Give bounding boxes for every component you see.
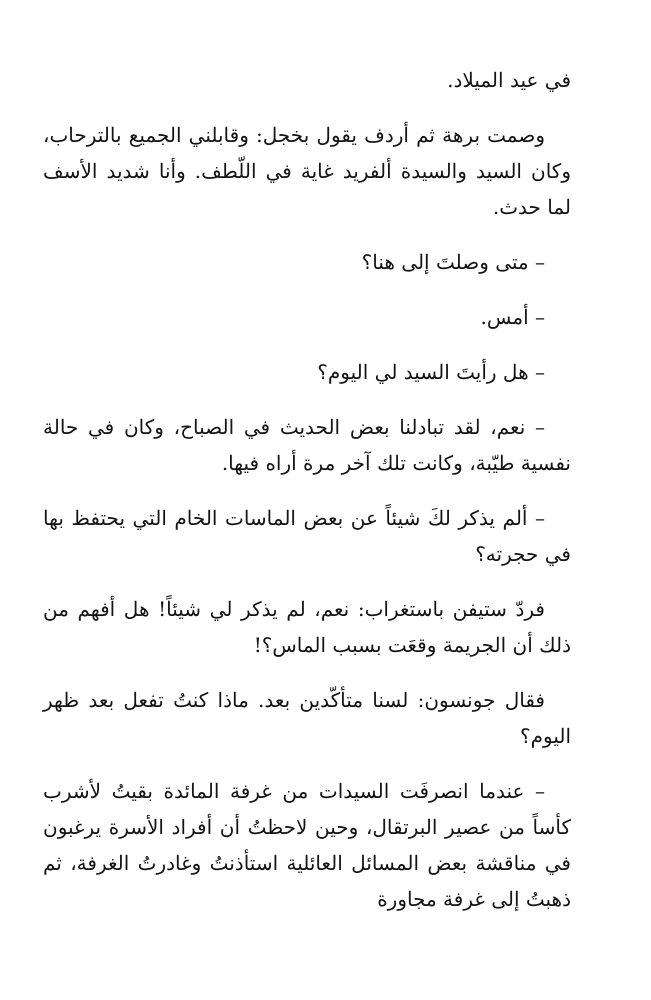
paragraph: وصمت برهة ثم أردف يقول بخجل: وقابلني الجميع بالترحاب، وكان السيد والسيدة ألفريد غاية في اللّطف. وأنا شديد الأسف لما حدث.: [43, 123, 571, 219]
dialogue-line: – أمس.: [480, 305, 545, 329]
dialogue-line: – عندما انصرفَت السيدات من غرفة المائدة بقيتُ لأشرب كأساً من عصير البرتقال، وحين لاحظتُ أن أفراد الأسرة يرغبون في مناقشة بعض المسائل العائلية استأذنتُ وغادرتُ الغرفة، ثم ذهبتُ إلى غرفة مجاورة: [43, 779, 571, 911]
dialogue-line: – ألم يذكر لكَ شيئاً عن بعض الماسات الخام التي يحتفظ بها في حجرته؟: [43, 506, 571, 566]
paragraph: في عيد الميلاد.: [447, 68, 571, 92]
book-page: [43, 62, 571, 936]
dialogue-line: – نعم، لقد تبادلنا بعض الحديث في الصباح، وكان في حالة نفسية طيّبة، وكانت تلك آخر مرة أراه فيها.: [43, 415, 571, 475]
dialogue-line: – هل رأيتَ السيد لي اليوم؟: [317, 360, 545, 384]
dialogue-line: – متى وصلتَ إلى هنا؟: [361, 250, 545, 274]
paragraph: فردّ ستيفن باستغراب: نعم، لم يذكر لي شيئاً! هل أفهم من ذلك أن الجريمة وقعَت بسبب الماس؟!: [43, 597, 571, 657]
paragraph: فقال جونسون: لسنا متأكّدين بعد. ماذا كنتُ تفعل بعد ظهر اليوم؟: [43, 688, 571, 748]
